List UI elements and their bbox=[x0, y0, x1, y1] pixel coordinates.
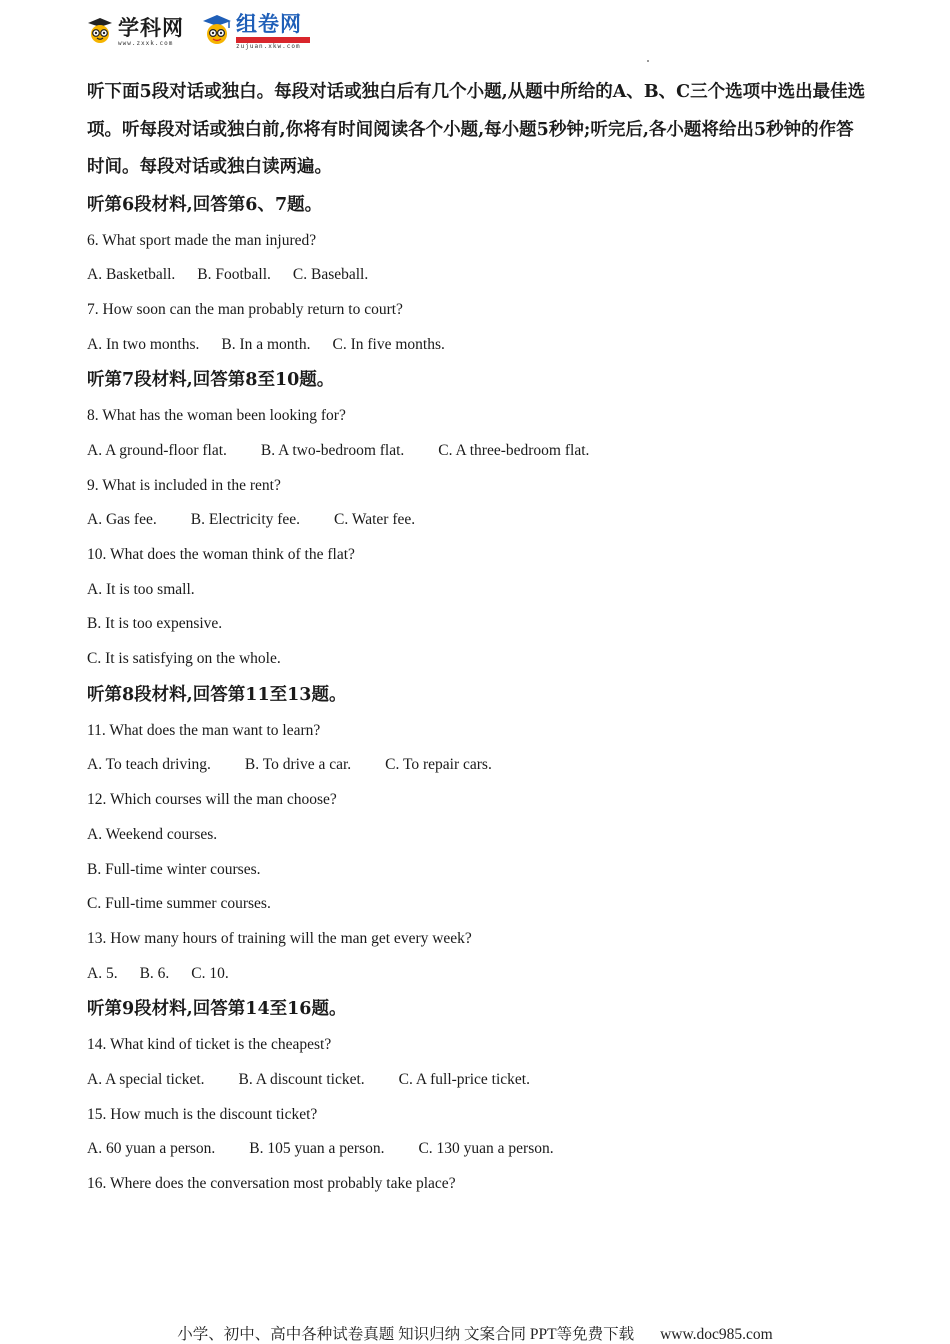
answer-option: A. Basketball. bbox=[87, 266, 176, 284]
footer-text: 小学、初中、高中各种试卷真题 知识归纳 文案合同 PPT等免费下载 bbox=[177, 1326, 635, 1343]
zujuan-logo-url: zujuan.xkw.com bbox=[236, 43, 301, 50]
zujuan-logo-name: 组卷网 bbox=[236, 12, 302, 36]
question-sections bbox=[87, 187, 867, 1202]
answer-option: B. In a month. bbox=[221, 335, 311, 353]
answer-option: B. Football. bbox=[197, 266, 271, 284]
answer-option: B. It is too expensive. bbox=[87, 615, 223, 633]
answer-option: C. 10. bbox=[191, 964, 229, 982]
section-instructions: 听下面5段对话或独白。每段对话或独白后有几个小题,从题中所给的A、B、C三个选项中选出最佳选项。听每段对话或独白前,你将有时间阅读各个小题,每小题5秒钟;听完后,各小题将给出5秒钟的作答时间。每段对话或独白读两遍。 bbox=[87, 82, 866, 177]
exam-content bbox=[87, 74, 867, 1202]
answer-option: C. Full-time summer courses. bbox=[87, 895, 271, 913]
question-text: 6. What sport made the man injured? bbox=[87, 231, 317, 249]
answer-option: B. A discount ticket. bbox=[238, 1070, 365, 1088]
zxxk-logo bbox=[86, 16, 184, 48]
zxxk-logo-name: 学科网 bbox=[118, 16, 184, 40]
question-text: 9. What is included in the rent? bbox=[87, 476, 281, 494]
answer-option: C. It is satisfying on the whole. bbox=[87, 650, 281, 668]
answer-option: B. A two-bedroom flat. bbox=[260, 441, 405, 459]
footer bbox=[0, 1322, 950, 1344]
question-text: 15. How much is the discount ticket? bbox=[87, 1105, 318, 1123]
question-text: 13. How many hours of training will the man get every week? bbox=[87, 929, 472, 947]
answer-option: A. Weekend courses. bbox=[87, 825, 218, 843]
answer-option: A. Gas fee. bbox=[87, 511, 157, 529]
answer-options-row bbox=[87, 1063, 867, 1098]
question-text: 12. Which courses will the man choose? bbox=[87, 791, 337, 809]
answer-options-row bbox=[87, 258, 867, 293]
answer-option: C. To repair cars. bbox=[385, 756, 492, 774]
answer-option: C. Water fee. bbox=[334, 511, 416, 529]
answer-option: C. Baseball. bbox=[292, 266, 369, 284]
answer-option: A. In two months. bbox=[87, 335, 200, 353]
answer-option: B. To drive a car. bbox=[244, 756, 352, 774]
answer-options-row bbox=[87, 957, 867, 992]
answer-options-row bbox=[87, 503, 867, 538]
answer-options-row bbox=[87, 328, 867, 363]
section-title: 听第8段材料,回答第11至13题。 bbox=[87, 684, 347, 705]
answer-option: A. It is too small. bbox=[87, 580, 195, 598]
question-text: 8. What has the woman been looking for? bbox=[87, 407, 346, 425]
answer-option: B. 6. bbox=[139, 964, 170, 982]
answer-options-row bbox=[87, 1132, 867, 1167]
answer-option: A. 60 yuan a person. bbox=[87, 1140, 216, 1158]
zujuan-logo bbox=[200, 12, 310, 51]
answer-option: B. Full-time winter courses. bbox=[87, 860, 261, 878]
section-title: 听第9段材料,回答第14至16题。 bbox=[87, 999, 347, 1020]
answer-option: A. To teach driving. bbox=[87, 756, 211, 774]
stray-dot bbox=[647, 60, 649, 62]
owl-mascot-icon bbox=[86, 16, 114, 44]
answer-option: B. Electricity fee. bbox=[190, 511, 301, 529]
section-title: 听第7段材料,回答第8至10题。 bbox=[87, 370, 335, 391]
zxxk-logo-url: www.zxxk.com bbox=[118, 40, 174, 47]
answer-option: A. 5. bbox=[87, 964, 118, 982]
answer-option: B. 105 yuan a person. bbox=[249, 1140, 385, 1158]
question-text: 7. How soon can the man probably return to court? bbox=[87, 300, 403, 318]
header-logos bbox=[86, 12, 326, 56]
answer-option: C. 130 yuan a person. bbox=[418, 1140, 554, 1158]
answer-option: A. A special ticket. bbox=[87, 1070, 205, 1088]
graduate-mascot-icon bbox=[200, 12, 234, 48]
answer-options-row bbox=[87, 434, 867, 469]
question-text: 11. What does the man want to learn? bbox=[87, 721, 321, 739]
question-text: 14. What kind of ticket is the cheapest? bbox=[87, 1036, 332, 1054]
answer-options-row bbox=[87, 748, 867, 783]
answer-option: C. A full-price ticket. bbox=[398, 1070, 530, 1088]
answer-option: C. In five months. bbox=[332, 335, 445, 353]
footer-url: www.doc985.com bbox=[660, 1326, 773, 1343]
answer-option: A. A ground-floor flat. bbox=[87, 441, 227, 459]
question-text: 10. What does the woman think of the flat? bbox=[87, 546, 355, 563]
question-text: 16. Where does the conversation most probably take place? bbox=[87, 1175, 456, 1192]
section-title: 听第6段材料,回答第6、7题。 bbox=[87, 194, 323, 215]
answer-option: C. A three-bedroom flat. bbox=[438, 441, 590, 459]
